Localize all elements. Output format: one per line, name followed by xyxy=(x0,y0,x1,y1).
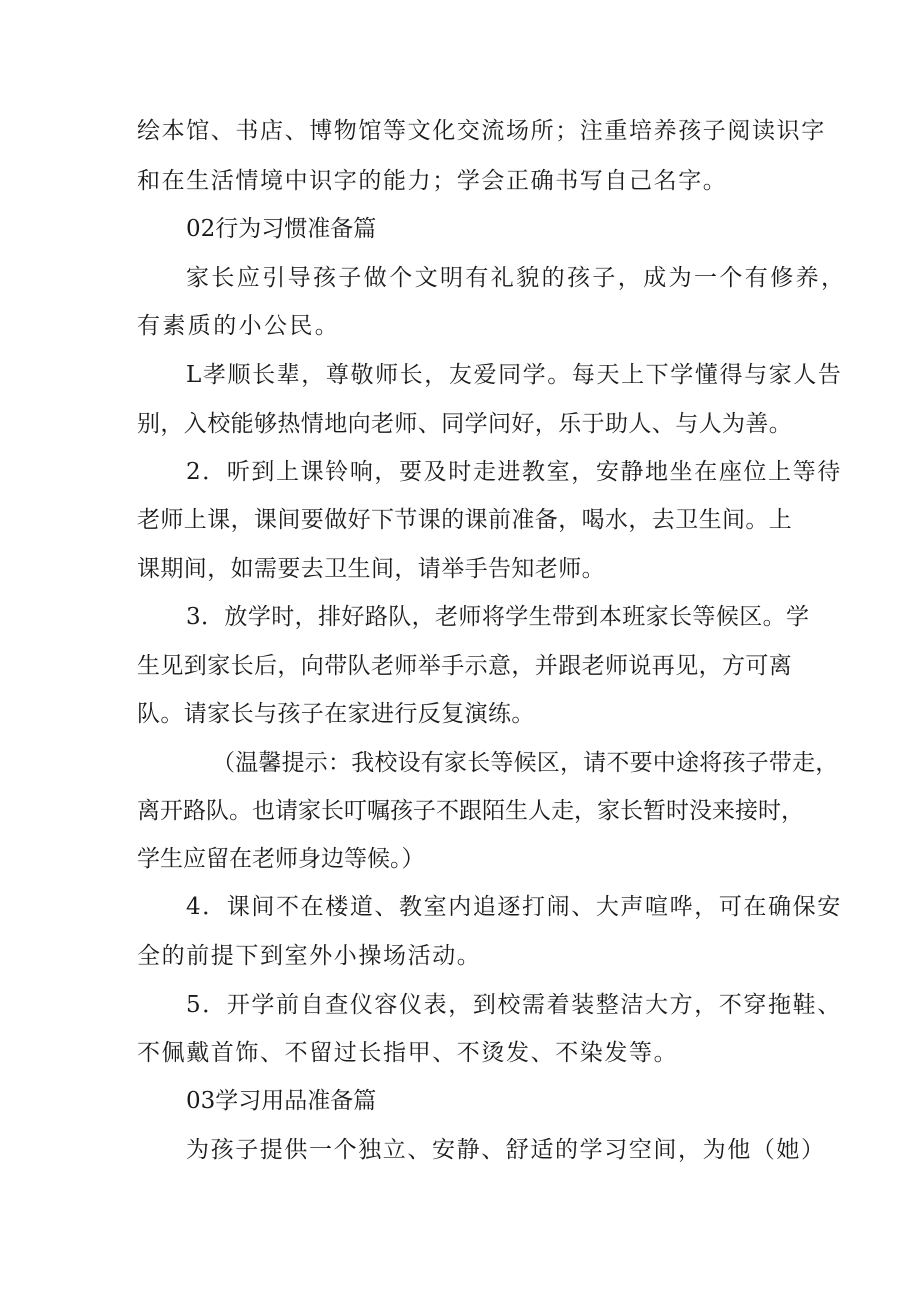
text-line: 绘本馆、书店、博物馆等文化交流场所；注重培养孩子阅读识字 xyxy=(137,118,826,144)
text-line: 全的前提下到室外小操场活动。 xyxy=(137,943,482,969)
text-line: 老师上课，课间要做好下节课的课前准备，喝水，去卫生间。上 xyxy=(137,507,793,533)
text-line: 5．开学前自查仪容仪表，到校需着装整洁大方，不穿拖鞋、 xyxy=(186,992,842,1018)
text-line: 家长应引导孩子做个文明有礼貌的孩子，成为一个有修养， xyxy=(186,265,847,291)
tip-line: 学生应留在老师身边等候。） xyxy=(137,846,425,872)
section-heading: 02行为习惯准备篇 xyxy=(186,216,377,242)
text-line: 有素质的小公民。 xyxy=(137,313,341,339)
text-line: 课期间，如需要去卫生间，请举手告知老师。 xyxy=(137,556,605,582)
tip-line: 离开路队。也请家长叮嘱孩子不跟陌生人走，家长暂时没来接时， xyxy=(137,798,804,824)
text-line: 为孩子提供一个独立、安静、舒适的学习空间，为他（她） xyxy=(186,1137,826,1163)
section-heading: 03学习用品准备篇 xyxy=(186,1088,377,1114)
text-line: 和在生活情境中识字的能力；学会正确书写自己名字。 xyxy=(137,168,728,194)
text-line: 4．课间不在楼道、教室内追逐打闹、大声喧哗，可在确保安 xyxy=(186,894,842,920)
tip-line: （温馨提示：我校设有家长等候区，请不要中途将孩子带走， xyxy=(212,750,839,776)
text-line: 队。请家长与孩子在家进行反复演练。 xyxy=(137,701,535,727)
text-line: 3．放学时，排好路队，老师将学生带到本班家长等候区。学 xyxy=(186,604,810,630)
text-line: 2．听到上课铃响，要及时走进教室，安静地坐在座位上等待 xyxy=(186,459,842,485)
text-line: 别，入校能够热情地向老师、同学问好，乐于助人、与人为善。 xyxy=(137,411,793,437)
text-line: 生见到家长后，向带队老师举手示意，并跟老师说再见，方可离 xyxy=(137,653,793,679)
text-line: L孝顺长辈，尊敬师长，友爱同学。每天上下学懂得与家人告 xyxy=(186,362,843,388)
text-line: 不佩戴首饰、不留过长指甲、不烫发、不染发等。 xyxy=(137,1040,679,1066)
